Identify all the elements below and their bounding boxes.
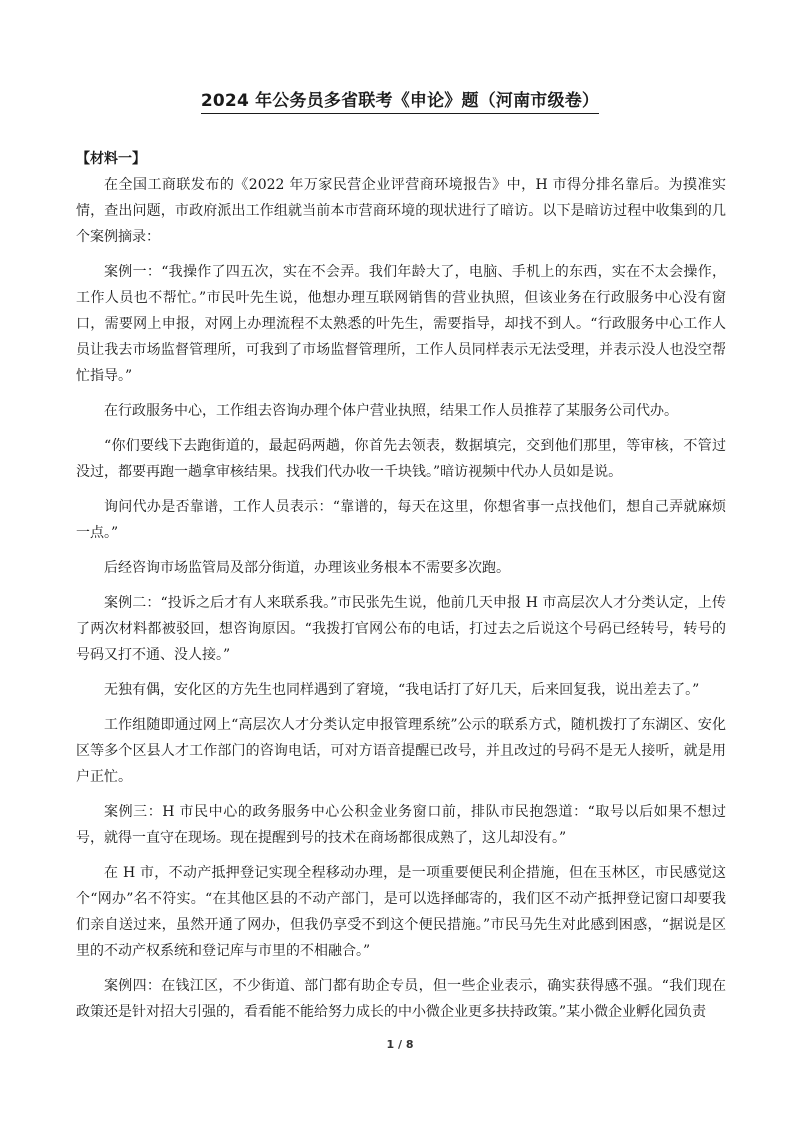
section-label: 【材料一】: [76, 151, 146, 167]
paragraph: 后经咨询市场监管局及部分街道，办理该业务根本不需要多次跑。: [104, 560, 510, 576]
paragraph: 在行政服务中心，工作组去咨询办理个体户营业执照，结果工作人员推荐了某服务公司代办。: [104, 403, 678, 419]
paragraph: 案例三：H 市民中心的政务服务中心公积金业务窗口前，排队市民抱怨道：“取号以后如果不想过号，就得一直守在现场。现在提醒到号的技术在商场都很成熟了，这儿却没有。”: [76, 804, 726, 846]
paragraph: “你们要线下去跑街道的，最起码两趟，你首先去领表，数据填完，交到他们那里，等审核，不管过没过，都要再跑一趟拿审核结果。找我们代办收一千块钱。”暗访视频中代办人员如是说。: [76, 438, 726, 480]
paragraph: 工作组随即通过网上“高层次人才分类认定申报管理系统”公示的联系方式，随机拨打了东湖区、安化区等多个区县人才工作部门的咨询电话，可对方语音提醒已改号，并且改过的号码不是无人接听，就是用户正忙。: [76, 717, 726, 785]
paragraph: 在全国工商联发布的《2022 年万家民营企业评营商环境报告》中，H 市得分排名靠后。为摸准实情，查出问题，市政府派出工作组就当前本市营商环境的现状进行了暗访。以下是暗访过程中收集到的几个案例摘录：: [76, 177, 726, 245]
paragraph: 在 H 市，不动产抵押登记实现全程移动办理，是一项重要便民利企措施，但在玉林区，市民感觉这个“网办”名不符实。“在其他区县的不动产部门，是可以选择邮寄的，我们区不动产抵押登记窗口却要我们亲自送过来，虽然开通了网办，但我仍享受不到这个便民措施。”市民马先生对此感到困惑，“据说是区里的不动产权系统和登记库与市里的不相融合。”: [76, 865, 726, 959]
page-number: 1 / 8: [386, 1038, 414, 1051]
paragraph: 案例四：在钱江区，不少街道、部门都有助企专员，但一些企业表示，确实获得感不强。“我们现在政策还是针对招大引强的，看看能不能给努力成长的中小微企业更多扶持政策。”某小微企业孵化园负责: [76, 978, 726, 1020]
document-title-text: 2024 年公务员多省联考《申论》题（河南市级卷）: [201, 91, 599, 114]
paragraph: 无独有偶，安化区的方先生也同样遇到了窘境，“我电话打了好几天，后来回复我，说出差去了。”: [104, 682, 700, 698]
paragraph: 询问代办是否靠谱，工作人员表示：“靠谱的，每天在这里，你想省事一点找他们，想自己弄就麻烦一点。”: [76, 499, 726, 541]
paragraph: 案例一：“我操作了四五次，实在不会弄。我们年龄大了，电脑、手机上的东西，实在不太会操作，工作人员也不帮忙。”市民叶先生说，他想办理互联网销售的营业执照，但该业务在行政服务中心没有窗口，需要网上申报，对网上办理流程不太熟悉的叶先生，需要指导，却找不到人。“行政服务中心工作人员让我去市场监督管理所，可我到了市场监督管理所，工作人员同样表示无法受理，并表示没人也没空帮忙指导。”: [76, 264, 726, 384]
document-body: [76, 146, 726, 1034]
document-title: [0, 86, 800, 111]
paragraph: 案例二：“投诉之后才有人来联系我。”市民张先生说，他前几天申报 H 市高层次人才分类认定，上传了两次材料都被驳回，想咨询原因。“我拨打官网公布的电话，打过去之后说这个号码已经转号，转号的号码又打不通、没人接。”: [76, 595, 726, 663]
